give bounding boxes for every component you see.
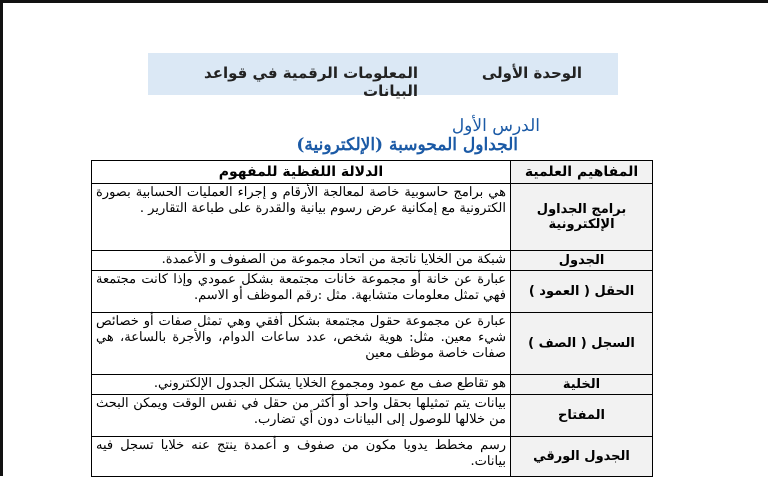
meaning-cell: هو تقاطع صف مع عمود ومجموع الخلايا يشكل الجدول الإلكتروني. bbox=[92, 375, 511, 395]
header-meaning: الدلالة اللفظية للمفهوم bbox=[92, 161, 511, 184]
concept-cell: الجدول bbox=[511, 251, 653, 271]
concepts-table bbox=[91, 160, 653, 477]
table-row bbox=[92, 184, 653, 251]
page-border-left bbox=[0, 0, 3, 476]
table-row bbox=[92, 271, 653, 313]
concept-cell: الحقل ( العمود ) bbox=[511, 271, 653, 313]
table-row bbox=[92, 375, 653, 395]
meaning-cell: هي برامج حاسوبية خاصة لمعالجة الأرقام و إجراء العمليات الحسابية بصورة الكترونية مع إمكانية عرض رسوم بيانية والقدرة على طباعة التقارير . bbox=[92, 184, 511, 251]
concept-cell: برامج الجداول الإلكترونية bbox=[511, 184, 653, 251]
table-row bbox=[92, 395, 653, 437]
concept-cell: السجل ( الصف ) bbox=[511, 313, 653, 375]
meaning-cell: رسم مخطط يدويا مكون من صفوف و أعمدة ينتج عنه خلايا تسجل فيه بيانات. bbox=[92, 437, 511, 477]
concept-cell: المفتاح bbox=[511, 395, 653, 437]
page-border-top bbox=[0, 0, 768, 3]
unit-title: الوحدة الأولى bbox=[481, 64, 582, 82]
concept-cell: الجدول الورقي bbox=[511, 437, 653, 477]
meaning-cell: عبارة عن خانة أو مجموعة خانات مجتمعة بشكل عمودي وإذا كانت مجتمعة فهي تمثل معلومات متشابهة. مثل :رقم الموظف أو الاسم. bbox=[92, 271, 511, 313]
table-header-row bbox=[92, 161, 653, 184]
concept-cell: الخلية bbox=[511, 375, 653, 395]
header-banner bbox=[148, 53, 618, 100]
lesson-label: الدرس الأول bbox=[451, 116, 540, 136]
header-concept: المفاهيم العلمية bbox=[511, 161, 653, 184]
meaning-cell: شبكة من الخلايا ناتجة من اتحاد مجموعة من الصفوف و الأعمدة. bbox=[92, 251, 511, 271]
meaning-cell: عبارة عن مجموعة حقول مجتمعة بشكل أفقي وهي تمثل صفات أو خصائص شيء معين. مثل: هوية شخص، عدد ساعات الدوام، والأجرة بالساعة، هي صفات خاصة موظف معين bbox=[92, 313, 511, 375]
meaning-cell: بيانات يتم تمثيلها بحقل واحد أو أكثر من حقل في نفس الوقت ويمكن البحث من خلالها للوصول إلى البيانات دون أي تضارب. bbox=[92, 395, 511, 437]
subject-title: المعلومات الرقمية في قواعد البيانات bbox=[204, 64, 418, 100]
table-row bbox=[92, 251, 653, 271]
table-row bbox=[92, 313, 653, 375]
lesson-title: الجداول المحوسبة (الإلكترونية) bbox=[296, 135, 518, 155]
table-row bbox=[92, 437, 653, 477]
